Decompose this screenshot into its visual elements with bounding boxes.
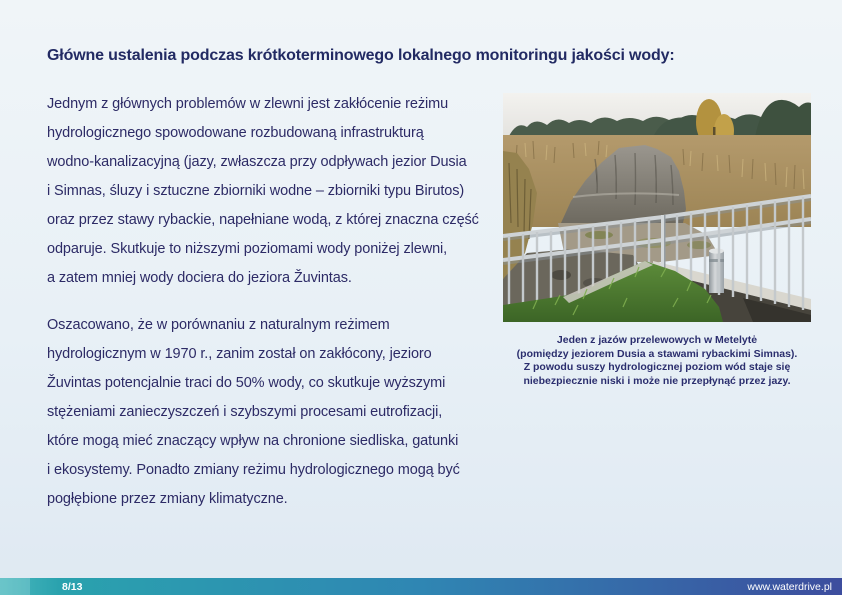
text-line: hydrologicznym w 1970 r., zanim został on zakłócony, jezioro	[47, 346, 432, 362]
weir-photo-image	[503, 93, 811, 322]
text-line: oraz przez stawy rybackie, napełniane wodą, z której znaczna część	[47, 212, 479, 228]
text-line: które mogą mieć znaczący wpływ na chronione siedliska, gatunki	[47, 433, 459, 449]
text-line: a zatem mniej wody dociera do jeziora Žuvintas.	[47, 270, 352, 286]
text-line: stężeniami zanieczyszczeń i szybszymi procesami eutrofizacji,	[47, 404, 443, 420]
text-line: Oszacowano, że w porównaniu z naturalnym reżimem	[47, 317, 390, 333]
text-line: pogłębione przez zmiany klimatyczne.	[47, 491, 288, 507]
footer-bar	[0, 578, 842, 595]
caption-line: niebezpiecznie niski i może nie przepłynąć przez jazy.	[523, 374, 791, 387]
text-line: wodno-kanalizacyjną (jazy, zwłaszcza przy odpływach jezior Dusia	[47, 154, 467, 170]
photo-caption	[478, 334, 836, 388]
weir-photo	[503, 93, 811, 322]
text-line: i Simnas, śluzy i sztuczne zbiorniki wodne – zbiorniki typu Birutos)	[47, 183, 465, 199]
paragraph-hydrology-problem	[47, 90, 497, 293]
paragraph-water-loss-estimate	[47, 311, 497, 514]
caption-line: Z powodu suszy hydrologicznej poziom wód staje się	[523, 361, 791, 373]
text-line: odparuje. Skutkuje to niższymi poziomami wody poniżej zlewni,	[47, 241, 448, 257]
page-number: 8/13	[62, 580, 83, 593]
page-title: Główne ustalenia podczas krótkoterminowego lokalnego monitoringu jakości wody:	[47, 47, 675, 64]
caption-line: (pomiędzy jeziorem Dusia a stawami rybackimi Simnas).	[516, 347, 798, 360]
text-line: hydrologicznego spowodowane rozbudowaną infrastrukturą	[47, 125, 424, 141]
text-line: Žuvintas potencjalnie traci do 50% wody, co skutkuje wyższymi	[47, 375, 446, 391]
text-line: Jednym z głównych problemów w zlewni jest zakłócenie reżimu	[47, 96, 449, 112]
text-line: i ekosystemy. Ponadto zmiany reżimu hydrologicznego mogą być	[47, 462, 460, 478]
caption-line: Jeden z jazów przelewowych w Metelytė	[556, 334, 758, 346]
website-text: www.waterdrive.pl	[747, 580, 832, 593]
